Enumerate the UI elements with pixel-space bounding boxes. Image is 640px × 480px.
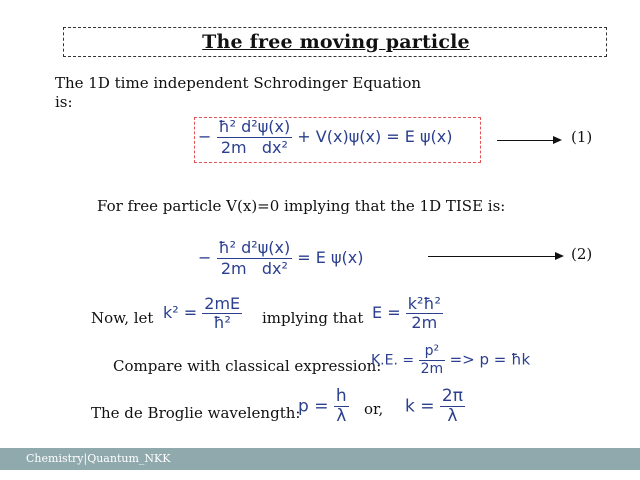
wavenumber-definition: [405, 387, 465, 426]
kinetic-energy-expression: [371, 343, 530, 378]
free-particle-text: For free particle V(x)=0 implying that the 1D TISE is:: [97, 197, 506, 215]
eq2-fraction: [217, 238, 293, 279]
k2-def-denominator: λ: [447, 406, 458, 426]
title-box: [63, 27, 607, 57]
eq2-denominator: 2m dx²: [220, 259, 288, 278]
implying-that-text: implying that: [262, 309, 364, 327]
k2-def-numerator: 2π: [441, 386, 463, 406]
k-def-denominator: ħ²: [213, 313, 231, 332]
now-let-text: Now, let: [91, 309, 154, 327]
e-def-denominator: 2m: [411, 313, 438, 332]
ke-lhs: K.E. =: [371, 352, 415, 369]
p-def-denominator: λ: [336, 406, 347, 426]
ke-fraction: [419, 343, 446, 378]
equation-2-arrow-head: [555, 252, 564, 260]
equation-1-label: (1): [571, 128, 593, 146]
energy-definition: [372, 295, 443, 332]
ke-numerator: p²: [419, 343, 446, 361]
equation-2-label: (2): [571, 245, 593, 263]
k-def-numerator: 2mE: [204, 294, 241, 313]
intro-line-1: The 1D time independent Schrodinger Equation: [55, 74, 422, 92]
k2-def-fraction: [440, 387, 465, 426]
momentum-definition: [298, 387, 349, 426]
intro-line-2: is:: [55, 93, 73, 111]
de-broglie-text: The de Broglie wavelength:: [91, 404, 301, 422]
eq1-denominator: 2m dx²: [220, 138, 288, 157]
p-def-numerator: h: [335, 386, 347, 406]
p-def-fraction: [334, 387, 349, 426]
equation-2-arrow-line: [428, 256, 556, 257]
p-def-lhs: p =: [298, 396, 329, 417]
equation-1-arrow-head: [553, 136, 562, 144]
k2-def-lhs: k =: [405, 396, 435, 417]
compare-text: Compare with classical expression:: [113, 357, 382, 375]
e-def-fraction: [406, 295, 443, 332]
eq2-rest: = E ψ(x): [297, 248, 364, 267]
k-def-fraction: [202, 295, 242, 332]
eq1-rest: + V(x)ψ(x) = E ψ(x): [297, 127, 453, 146]
eq2-numerator: ħ² d²ψ(x): [218, 238, 291, 257]
footer-text: Chemistry|Quantum_NKK: [26, 452, 171, 465]
k-def-lhs: k² =: [163, 303, 198, 322]
e-def-lhs: E =: [372, 303, 401, 322]
eq2-minus: −: [198, 248, 212, 267]
eq1-numerator: ħ² d²ψ(x): [218, 117, 291, 136]
footer-bar: [0, 448, 640, 470]
equation-1-arrow-line: [497, 140, 554, 141]
equation-2: [198, 238, 364, 279]
or-text: or,: [364, 400, 384, 418]
slide-title: The free moving particle: [202, 31, 470, 53]
eq1-fraction: [217, 117, 293, 158]
e-def-numerator: k²ħ²: [407, 294, 441, 313]
eq1-minus: −: [198, 127, 212, 146]
k-squared-definition: [163, 295, 242, 332]
equation-1: [198, 117, 452, 158]
ke-denominator: 2m: [420, 361, 444, 377]
ke-rest: => p = ħk: [449, 350, 531, 369]
